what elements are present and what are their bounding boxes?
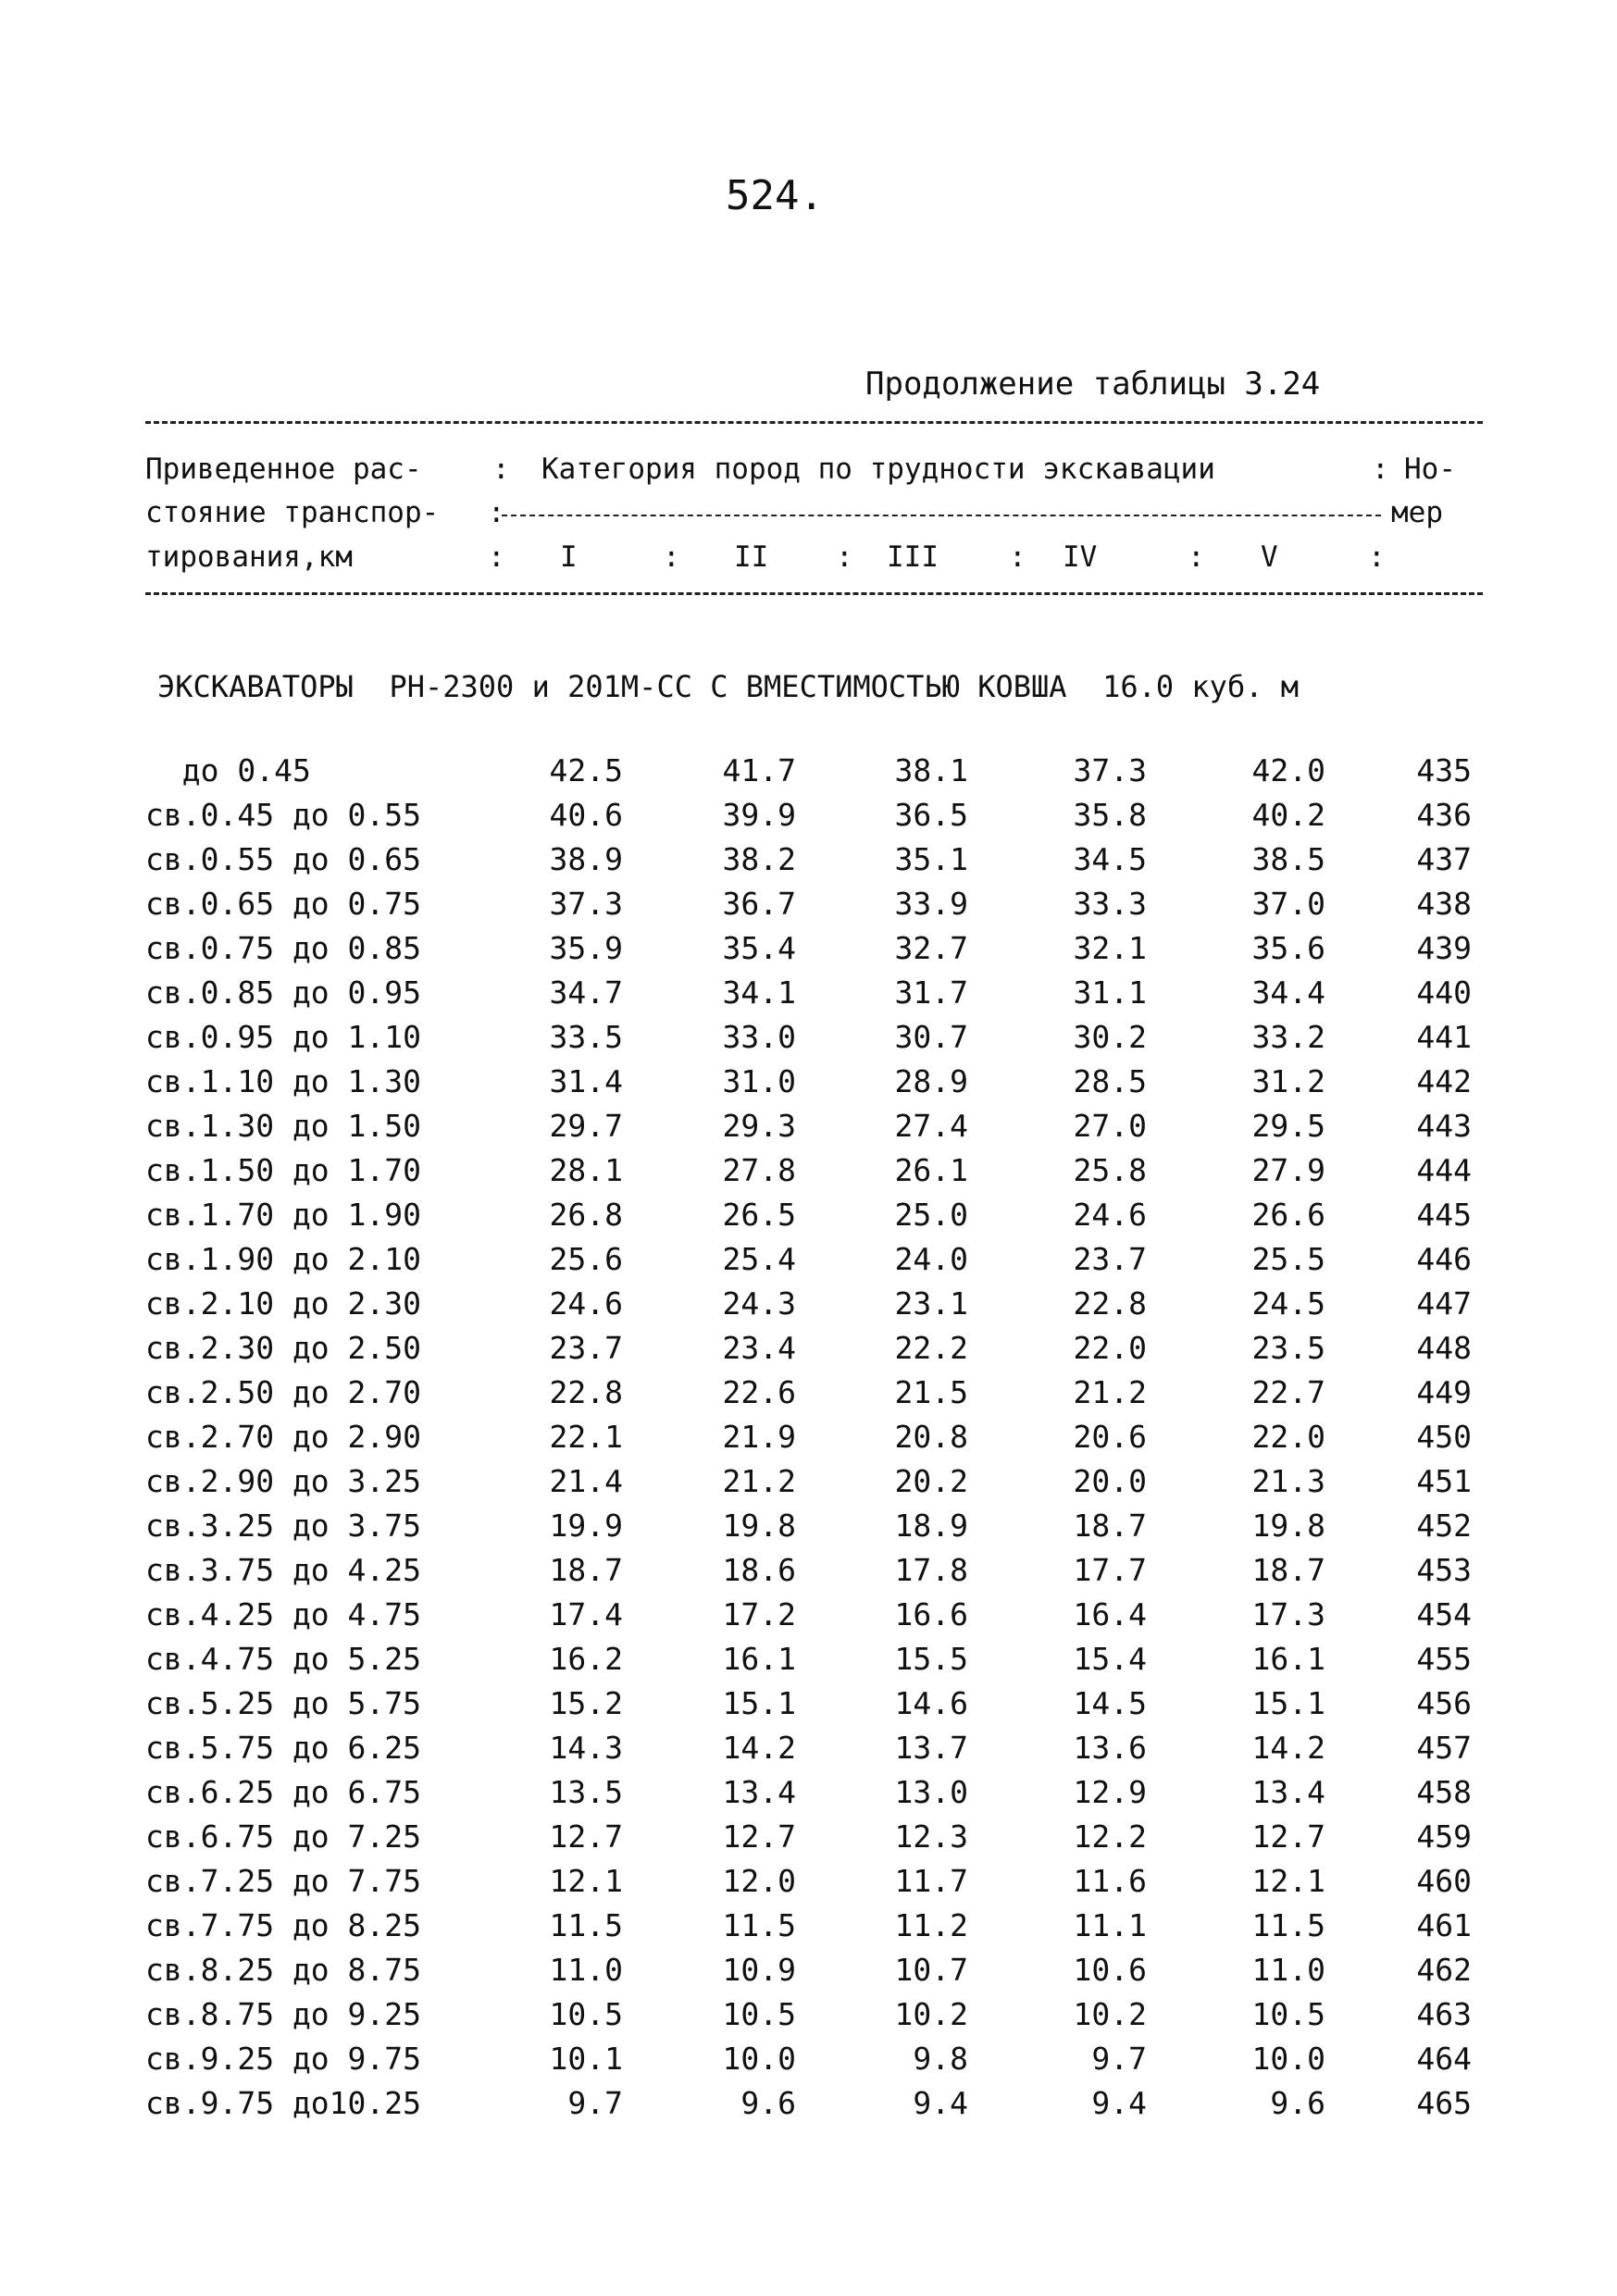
value-category-2: 23.4 — [722, 1330, 796, 1366]
row-number: 442 — [1416, 1063, 1472, 1099]
value-category-2: 14.2 — [722, 1730, 796, 1766]
value-category-1: 24.6 — [549, 1285, 623, 1322]
value-category-3: 25.0 — [894, 1197, 968, 1233]
header-category-2: II — [734, 540, 769, 574]
page-number: 524. — [726, 172, 824, 219]
value-category-4: 9.7 — [1091, 2041, 1147, 2077]
value-category-1: 29.7 — [549, 1108, 623, 1144]
value-category-5: 38.5 — [1251, 841, 1325, 877]
value-category-1: 40.6 — [549, 797, 623, 833]
value-category-3: 31.7 — [894, 974, 968, 1011]
header-sep: : — [1368, 540, 1386, 574]
header-sep: : — [1372, 453, 1389, 486]
distance-range: св.4.75 до 5.25 — [145, 1641, 422, 1677]
value-category-2: 17.2 — [722, 1596, 796, 1632]
value-category-5: 31.2 — [1251, 1063, 1325, 1099]
distance-range: св.0.55 до 0.65 — [145, 841, 422, 877]
header-sep: : — [663, 540, 680, 574]
row-number: 461 — [1416, 1907, 1472, 1943]
value-category-3: 15.5 — [894, 1641, 968, 1677]
value-category-2: 12.0 — [722, 1863, 796, 1899]
value-category-5: 19.8 — [1251, 1508, 1325, 1544]
row-number: 451 — [1416, 1463, 1472, 1499]
value-category-5: 16.1 — [1251, 1641, 1325, 1677]
value-category-1: 9.7 — [567, 2085, 623, 2121]
value-category-2: 22.6 — [722, 1374, 796, 1410]
header-category-3: III — [887, 540, 939, 574]
table-continuation-label: Продолжение таблицы 3.24 — [865, 366, 1321, 403]
value-category-2: 9.6 — [740, 2085, 796, 2121]
row-number: 459 — [1416, 1818, 1472, 1855]
value-category-2: 21.9 — [722, 1419, 796, 1455]
value-category-1: 35.9 — [549, 930, 623, 966]
row-number: 465 — [1416, 2085, 1472, 2121]
value-category-3: 26.1 — [894, 1152, 968, 1188]
header-category-1: I — [560, 540, 578, 574]
value-category-3: 20.2 — [894, 1463, 968, 1499]
distance-range: св.6.75 до 7.25 — [145, 1818, 422, 1855]
value-category-2: 10.9 — [722, 1952, 796, 1988]
value-category-1: 16.2 — [549, 1641, 623, 1677]
row-number: 439 — [1416, 930, 1472, 966]
row-number: 462 — [1416, 1952, 1472, 1988]
distance-range: св.0.65 до 0.75 — [145, 886, 422, 922]
value-category-1: 11.5 — [549, 1907, 623, 1943]
value-category-3: 23.1 — [894, 1285, 968, 1322]
value-category-5: 21.3 — [1251, 1463, 1325, 1499]
value-category-1: 28.1 — [549, 1152, 623, 1188]
distance-range: св.0.85 до 0.95 — [145, 974, 422, 1011]
distance-range: св.3.75 до 4.25 — [145, 1552, 422, 1588]
value-category-1: 22.1 — [549, 1419, 623, 1455]
value-category-3: 32.7 — [894, 930, 968, 966]
value-category-1: 10.1 — [549, 2041, 623, 2077]
value-category-5: 42.0 — [1251, 752, 1325, 788]
section-title: ЭКСКАВАТОРЫ РН-2300 и 201М-СС С ВМЕСТИМОСТЬЮ КОВША 16.0 куб. м — [157, 669, 1299, 704]
value-category-2: 25.4 — [722, 1241, 796, 1277]
value-category-2: 39.9 — [722, 797, 796, 833]
row-number: 450 — [1416, 1419, 1472, 1455]
distance-range: св.2.90 до 3.25 — [145, 1463, 422, 1499]
value-category-1: 42.5 — [549, 752, 623, 788]
value-category-5: 22.0 — [1251, 1419, 1325, 1455]
value-category-2: 19.8 — [722, 1508, 796, 1544]
value-category-4: 9.4 — [1091, 2085, 1147, 2121]
header-category-title: Категория пород по трудности экскавации — [541, 453, 1215, 486]
row-number: 455 — [1416, 1641, 1472, 1677]
value-category-4: 32.1 — [1073, 930, 1147, 966]
value-category-1: 38.9 — [549, 841, 623, 877]
value-category-1: 23.7 — [549, 1330, 623, 1366]
header-distance-line2: стояние транспор- — [145, 496, 440, 529]
value-category-5: 17.3 — [1251, 1596, 1325, 1632]
distance-range: св.5.75 до 6.25 — [145, 1730, 422, 1766]
value-category-3: 38.1 — [894, 752, 968, 788]
value-category-2: 10.0 — [722, 2041, 796, 2077]
row-number: 460 — [1416, 1863, 1472, 1899]
value-category-2: 13.4 — [722, 1774, 796, 1810]
value-category-2: 15.1 — [722, 1685, 796, 1721]
value-category-4: 28.5 — [1073, 1063, 1147, 1099]
value-category-3: 10.2 — [894, 1996, 968, 2032]
value-category-2: 41.7 — [722, 752, 796, 788]
distance-range: св.6.25 до 6.75 — [145, 1774, 422, 1810]
value-category-3: 21.5 — [894, 1374, 968, 1410]
value-category-3: 30.7 — [894, 1019, 968, 1055]
distance-range: св.0.45 до 0.55 — [145, 797, 422, 833]
distance-range: св.1.50 до 1.70 — [145, 1152, 422, 1188]
value-category-3: 33.9 — [894, 886, 968, 922]
value-category-4: 22.8 — [1073, 1285, 1147, 1322]
value-category-3: 35.1 — [894, 841, 968, 877]
value-category-3: 16.6 — [894, 1596, 968, 1632]
row-number: 453 — [1416, 1552, 1472, 1588]
value-category-2: 36.7 — [722, 886, 796, 922]
value-category-3: 10.7 — [894, 1952, 968, 1988]
distance-range: св.9.25 до 9.75 — [145, 2041, 422, 2077]
value-category-5: 26.6 — [1251, 1197, 1325, 1233]
value-category-2: 11.5 — [722, 1907, 796, 1943]
value-category-4: 13.6 — [1073, 1730, 1147, 1766]
value-category-4: 12.2 — [1073, 1818, 1147, 1855]
value-category-2: 10.5 — [722, 1996, 796, 2032]
value-category-3: 11.2 — [894, 1907, 968, 1943]
distance-range: св.1.70 до 1.90 — [145, 1197, 422, 1233]
value-category-1: 12.1 — [549, 1863, 623, 1899]
header-number-line1: Но- — [1404, 453, 1456, 486]
value-category-5: 23.5 — [1251, 1330, 1325, 1366]
value-category-3: 18.9 — [894, 1508, 968, 1544]
value-category-5: 10.5 — [1251, 1996, 1325, 2032]
value-category-4: 11.6 — [1073, 1863, 1147, 1899]
value-category-1: 12.7 — [549, 1818, 623, 1855]
header-category-rule — [502, 515, 1381, 516]
distance-range: св.5.25 до 5.75 — [145, 1685, 422, 1721]
row-number: 454 — [1416, 1596, 1472, 1632]
value-category-4: 24.6 — [1073, 1197, 1147, 1233]
value-category-3: 12.3 — [894, 1818, 968, 1855]
value-category-5: 9.6 — [1270, 2085, 1325, 2121]
value-category-2: 29.3 — [722, 1108, 796, 1144]
distance-range: св.2.10 до 2.30 — [145, 1285, 422, 1322]
value-category-4: 30.2 — [1073, 1019, 1147, 1055]
row-number: 449 — [1416, 1374, 1472, 1410]
value-category-3: 13.0 — [894, 1774, 968, 1810]
value-category-5: 33.2 — [1251, 1019, 1325, 1055]
table-header-bottom-rule — [145, 592, 1483, 595]
row-number: 440 — [1416, 974, 1472, 1011]
value-category-2: 18.6 — [722, 1552, 796, 1588]
distance-range: св.2.70 до 2.90 — [145, 1419, 422, 1455]
table-top-rule — [145, 421, 1483, 424]
value-category-5: 18.7 — [1251, 1552, 1325, 1588]
value-category-1: 13.5 — [549, 1774, 623, 1810]
header-distance-line3: тирования,км — [145, 540, 353, 574]
value-category-4: 17.7 — [1073, 1552, 1147, 1588]
value-category-2: 27.8 — [722, 1152, 796, 1188]
header-category-5: V — [1261, 540, 1278, 574]
value-category-1: 10.5 — [549, 1996, 623, 2032]
row-number: 458 — [1416, 1774, 1472, 1810]
value-category-1: 19.9 — [549, 1508, 623, 1544]
value-category-1: 25.6 — [549, 1241, 623, 1277]
value-category-4: 12.9 — [1073, 1774, 1147, 1810]
value-category-1: 33.5 — [549, 1019, 623, 1055]
value-category-3: 20.8 — [894, 1419, 968, 1455]
value-category-5: 35.6 — [1251, 930, 1325, 966]
value-category-5: 37.0 — [1251, 886, 1325, 922]
row-number: 456 — [1416, 1685, 1472, 1721]
value-category-4: 31.1 — [1073, 974, 1147, 1011]
row-number: 448 — [1416, 1330, 1472, 1366]
row-number: 437 — [1416, 841, 1472, 877]
value-category-5: 13.4 — [1251, 1774, 1325, 1810]
value-category-4: 20.0 — [1073, 1463, 1147, 1499]
value-category-3: 11.7 — [894, 1863, 968, 1899]
value-category-4: 20.6 — [1073, 1419, 1147, 1455]
value-category-5: 27.9 — [1251, 1152, 1325, 1188]
value-category-5: 14.2 — [1251, 1730, 1325, 1766]
value-category-4: 37.3 — [1073, 752, 1147, 788]
distance-range: св.0.75 до 0.85 — [145, 930, 422, 966]
distance-range: св.8.75 до 9.25 — [145, 1996, 422, 2032]
row-number: 463 — [1416, 1996, 1472, 2032]
value-category-3: 13.7 — [894, 1730, 968, 1766]
value-category-4: 14.5 — [1073, 1685, 1147, 1721]
distance-range: св.4.25 до 4.75 — [145, 1596, 422, 1632]
value-category-2: 33.0 — [722, 1019, 796, 1055]
distance-range: св.7.75 до 8.25 — [145, 1907, 422, 1943]
value-category-5: 12.1 — [1251, 1863, 1325, 1899]
row-number: 464 — [1416, 2041, 1472, 2077]
value-category-2: 34.1 — [722, 974, 796, 1011]
value-category-3: 24.0 — [894, 1241, 968, 1277]
header-sep: : — [488, 540, 505, 574]
header-sep: : — [836, 540, 853, 574]
row-number: 446 — [1416, 1241, 1472, 1277]
header-sep: : — [492, 453, 510, 486]
value-category-5: 25.5 — [1251, 1241, 1325, 1277]
distance-range: св.8.25 до 8.75 — [145, 1952, 422, 1988]
value-category-4: 23.7 — [1073, 1241, 1147, 1277]
value-category-1: 34.7 — [549, 974, 623, 1011]
value-category-3: 27.4 — [894, 1108, 968, 1144]
value-category-5: 24.5 — [1251, 1285, 1325, 1322]
value-category-4: 35.8 — [1073, 797, 1147, 833]
value-category-1: 14.3 — [549, 1730, 623, 1766]
row-number: 438 — [1416, 886, 1472, 922]
value-category-4: 18.7 — [1073, 1508, 1147, 1544]
row-number: 435 — [1416, 752, 1472, 788]
value-category-3: 9.8 — [913, 2041, 968, 2077]
value-category-2: 12.7 — [722, 1818, 796, 1855]
row-number: 447 — [1416, 1285, 1472, 1322]
value-category-2: 35.4 — [722, 930, 796, 966]
value-category-5: 11.5 — [1251, 1907, 1325, 1943]
value-category-4: 25.8 — [1073, 1152, 1147, 1188]
value-category-1: 26.8 — [549, 1197, 623, 1233]
row-number: 444 — [1416, 1152, 1472, 1188]
distance-range: св.2.30 до 2.50 — [145, 1330, 422, 1366]
distance-range: св.3.25 до 3.75 — [145, 1508, 422, 1544]
value-category-2: 26.5 — [722, 1197, 796, 1233]
value-category-3: 14.6 — [894, 1685, 968, 1721]
value-category-5: 11.0 — [1251, 1952, 1325, 1988]
distance-range: св.9.75 до10.25 — [145, 2085, 422, 2121]
value-category-3: 22.2 — [894, 1330, 968, 1366]
row-number: 436 — [1416, 797, 1472, 833]
value-category-4: 34.5 — [1073, 841, 1147, 877]
value-category-1: 15.2 — [549, 1685, 623, 1721]
row-number: 441 — [1416, 1019, 1472, 1055]
value-category-2: 16.1 — [722, 1641, 796, 1677]
distance-range: св.2.50 до 2.70 — [145, 1374, 422, 1410]
value-category-4: 21.2 — [1073, 1374, 1147, 1410]
value-category-2: 38.2 — [722, 841, 796, 877]
header-sep: : — [1009, 540, 1026, 574]
value-category-3: 9.4 — [913, 2085, 968, 2121]
value-category-4: 22.0 — [1073, 1330, 1147, 1366]
value-category-5: 22.7 — [1251, 1374, 1325, 1410]
header-sep: : — [488, 496, 505, 529]
value-category-4: 27.0 — [1073, 1108, 1147, 1144]
distance-range: св.1.10 до 1.30 — [145, 1063, 422, 1099]
value-category-2: 21.2 — [722, 1463, 796, 1499]
row-number: 452 — [1416, 1508, 1472, 1544]
value-category-5: 29.5 — [1251, 1108, 1325, 1144]
distance-range: св.1.90 до 2.10 — [145, 1241, 422, 1277]
value-category-1: 21.4 — [549, 1463, 623, 1499]
distance-range: св.0.95 до 1.10 — [145, 1019, 422, 1055]
value-category-3: 28.9 — [894, 1063, 968, 1099]
value-category-4: 11.1 — [1073, 1907, 1147, 1943]
distance-range: св.1.30 до 1.50 — [145, 1108, 422, 1144]
distance-range: св.7.25 до 7.75 — [145, 1863, 422, 1899]
value-category-4: 10.2 — [1073, 1996, 1147, 2032]
row-number: 445 — [1416, 1197, 1472, 1233]
header-category-4: IV — [1063, 540, 1098, 574]
value-category-1: 11.0 — [549, 1952, 623, 1988]
value-category-1: 22.8 — [549, 1374, 623, 1410]
header-sep: : — [1188, 540, 1205, 574]
value-category-4: 16.4 — [1073, 1596, 1147, 1632]
value-category-5: 40.2 — [1251, 797, 1325, 833]
value-category-5: 10.0 — [1251, 2041, 1325, 2077]
value-category-5: 34.4 — [1251, 974, 1325, 1011]
row-number: 457 — [1416, 1730, 1472, 1766]
value-category-1: 17.4 — [549, 1596, 623, 1632]
value-category-4: 15.4 — [1073, 1641, 1147, 1677]
value-category-4: 33.3 — [1073, 886, 1147, 922]
value-category-5: 15.1 — [1251, 1685, 1325, 1721]
header-distance-line1: Приведенное рас- — [145, 453, 422, 486]
row-number: 443 — [1416, 1108, 1472, 1144]
value-category-3: 36.5 — [894, 797, 968, 833]
value-category-1: 31.4 — [549, 1063, 623, 1099]
value-category-4: 10.6 — [1073, 1952, 1147, 1988]
value-category-5: 12.7 — [1251, 1818, 1325, 1855]
value-category-2: 24.3 — [722, 1285, 796, 1322]
value-category-2: 31.0 — [722, 1063, 796, 1099]
value-category-3: 17.8 — [894, 1552, 968, 1588]
header-number-line2: мер — [1391, 496, 1443, 529]
distance-range: до 0.45 — [145, 752, 311, 788]
value-category-1: 18.7 — [549, 1552, 623, 1588]
value-category-1: 37.3 — [549, 886, 623, 922]
